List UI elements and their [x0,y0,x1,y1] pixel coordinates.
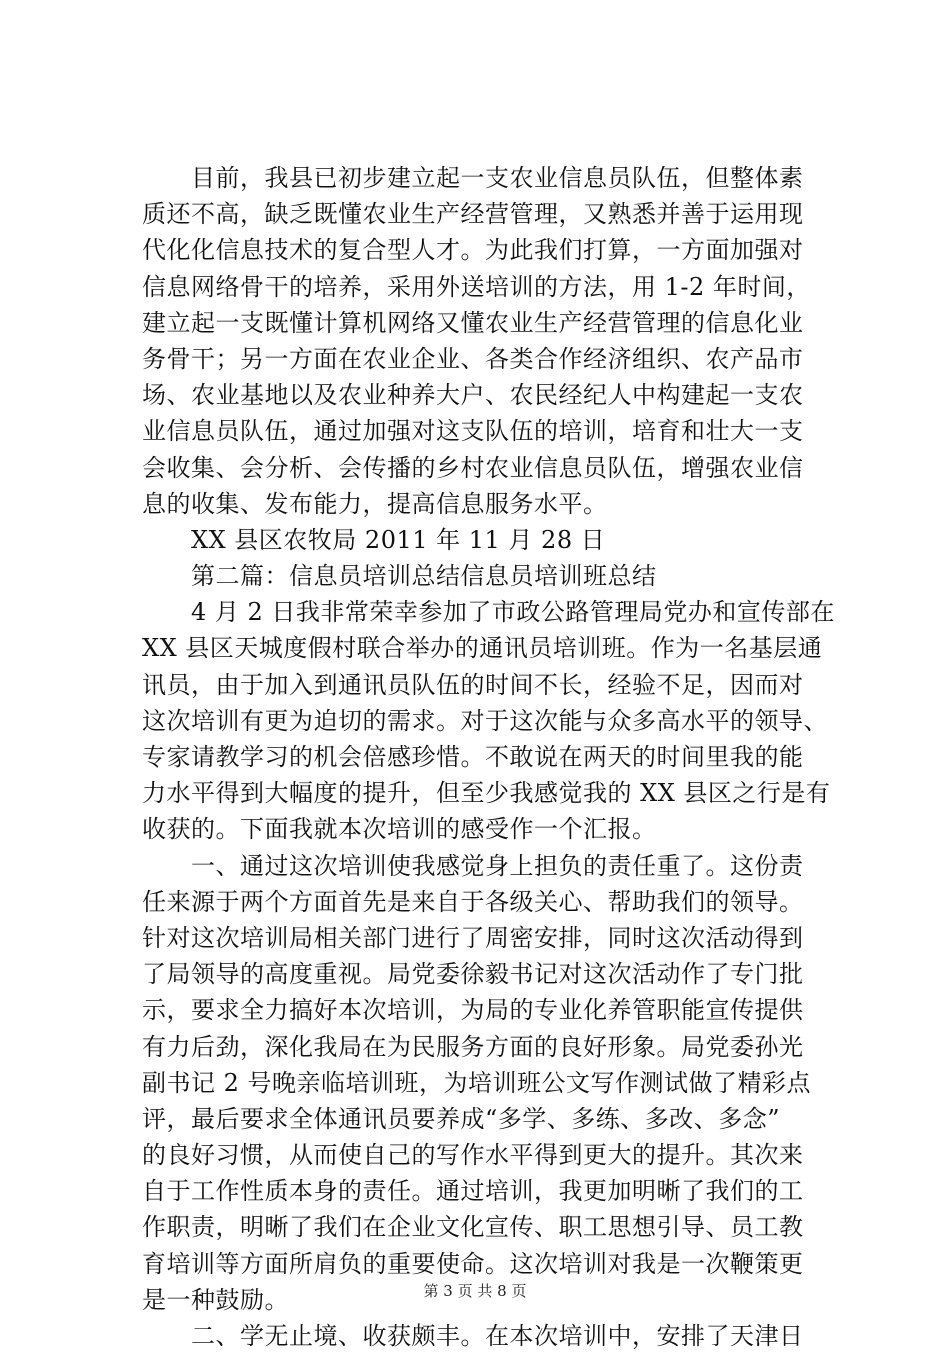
text-line: 建立起一支既懂计算机网络又懂农业生产经营管理的信息化业 [142,308,804,337]
text-line: 作职责，明晰了我们在企业文化宣传、职工思想引导、员工教 [142,1213,804,1242]
text-line: 任来源于两个方面首先是来自于各级关心、帮助我们的领导。 [142,887,804,916]
text-line: 务骨干；另一方面在农业企业、各类合作经济组织、农产品市 [142,344,804,373]
text-line: 场、农业基地以及农业种养大户、农民经纪人中构建起一支农 [142,381,804,410]
text-line: 了局领导的高度重视。局党委徐毅书记对这次活动作了专门批 [142,960,804,989]
text-line: 讯员，由于加入到通讯员队伍的时间不长，经验不足，因而对 [142,670,804,699]
text-line: 一、通过这次培训使我感觉身上担负的责任重了。这份责 [142,851,804,880]
text-line: 针对这次培训局相关部门进行了周密安排，同时这次活动得到 [142,923,804,952]
text-line: 信息网络骨干的培养，采用外送培训的方法，用 1-2 年时间， [142,272,811,301]
text-line: 二、学无止境、收获颇丰。在本次培训中，安排了天津日 [142,1322,804,1350]
text-line: 目前，我县已初步建立起一支农业信息员队伍，但整体素 [142,164,804,192]
text-line: 示，要求全力搞好本次培训，为局的专业化养管职能宣传提供 [142,996,804,1025]
text-line: 息的收集、发布能力，提高信息服务水平。 [142,489,608,518]
text-line: 会收集、会分析、会传播的乡村农业信息员队伍，增强农业信 [142,453,804,482]
text-line: 自于工作性质本身的责任。通过培训，我更加明晰了我们的工 [142,1177,804,1206]
text-line: 4 月 2 日我非常荣幸参加了市政公路管理局党办和宣传部在 [142,598,835,627]
text-line: 育培训等方面所肩负的重要使命。这次培训对我是一次鞭策更 [142,1249,804,1278]
page-footer: 第 3 页 共 8 页 [423,1282,527,1300]
text-line: 的良好习惯，从而使自己的写作水平得到更大的提升。其次来 [142,1141,804,1170]
text-line: 质还不高，缺乏既懂农业生产经营管理，又熟悉并善于运用现 [142,200,804,229]
text-line: 专家请教学习的机会倍感珍惜。不敢说在两天的时间里我的能 [142,743,804,771]
text-line: 收获的。下面我就本次培训的感受作一个汇报。 [142,815,657,844]
text-line: 评，最后要求全体通讯员要养成“多学、多练、多改、多念” [142,1104,781,1133]
text-line: XX 县区农牧局 2011 年 11 月 28 日 [142,525,606,554]
text-line: 是一种鼓励。 [142,1285,289,1314]
text-line: 有力后劲，深化我局在为民服务方面的良好形象。局党委孙光 [142,1032,804,1061]
text-line: 这次培训有更为迫切的需求。对于这次能与众多高水平的领导、 [142,706,828,735]
text-line: XX 县区天城度假村联合举办的通讯员培训班。作为一名基层通 [142,634,823,663]
text-line: 代化化信息技术的复合型人才。为此我们打算，一方面加强对 [142,236,804,265]
text-line: 第二篇：信息员培训总结信息员培训班总结 [142,562,657,591]
text-line: 力水平得到大幅度的提升，但至少我感觉我的 XX 县区之行是有 [142,779,831,808]
document-body [142,160,835,1354]
text-line: 业信息员队伍，通过加强对这支队伍的培训，培育和壮大一支 [142,417,804,446]
text-line: 副书记 2 号晚亲临培训班，为培训班公文写作测试做了精彩点 [142,1068,812,1097]
